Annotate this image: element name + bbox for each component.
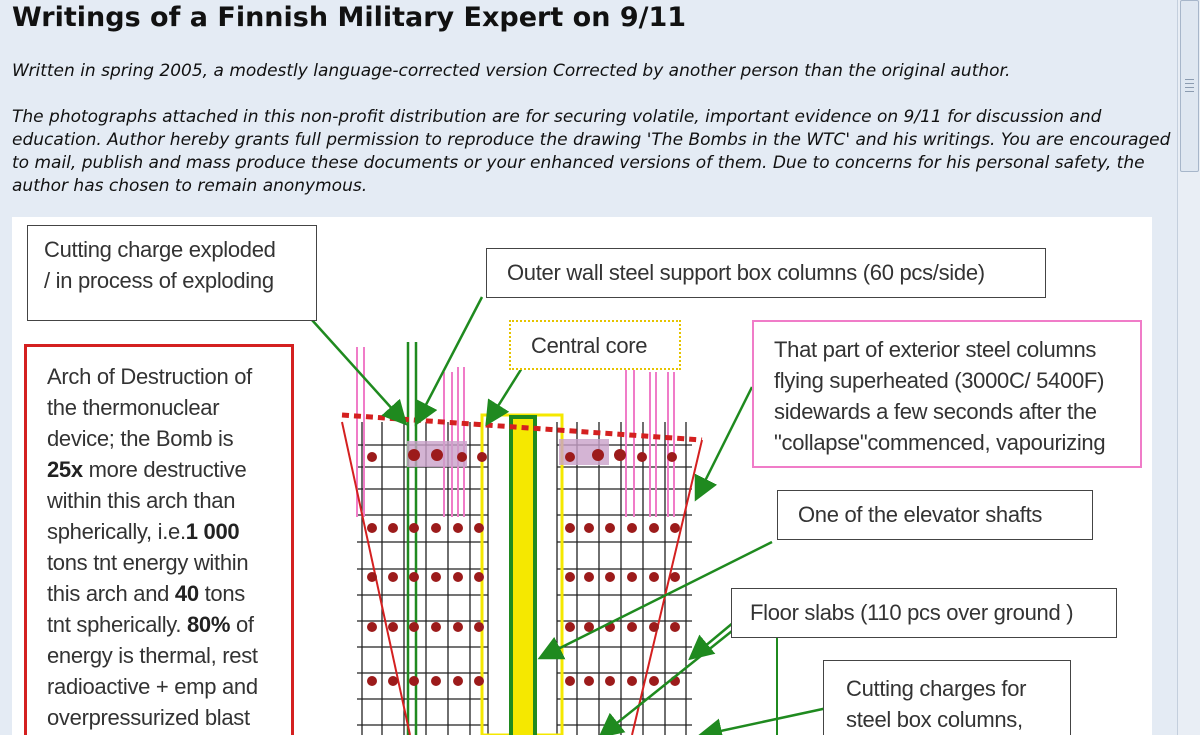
central-core-label: Central core [509, 320, 681, 370]
cutting-charges-label: Cutting charges for steel box columns, [823, 660, 1071, 735]
disclaimer-paragraph: The photographs attached in this non-profit distribution are for securing volatile, important evidence on 9/11 for discussion and education. Author hereby grants full permission to reproduce the drawing 'The Bombs in the WTC' and his writings. You are encouraged to mail, publish and mass produce these documents or your enhanced versions of them. Due to concerns for his personal safety, the author has chosen to remain anonymous. [12, 107, 1171, 196]
cutting-charge-exploded-label: Cutting charge exploded / in process of exploding [27, 225, 317, 321]
page-title: Writings of a Finnish Military Expert on 9/11 [12, 2, 687, 33]
arch-of-destruction-label: Arch of Destruction of the thermonuclear device; the Bomb is 25x more destructive within this arch than spherically, i.e.1 000 tons tnt energy within this arch and 40 tons tnt spherically. 80% of energy is thermal, rest radioactive + emp and overpressurized blast [24, 344, 294, 735]
scrollbar-thumb[interactable] [1180, 0, 1199, 172]
elevator-shafts-label: One of the elevator shafts [777, 490, 1093, 540]
green-column-lines [408, 342, 416, 735]
floor-slabs-label: Floor slabs (110 pcs over ground ) [731, 588, 1117, 638]
intro-text: Written in spring 2005, a modestly language-corrected version Corrected by another person than the original author. [12, 61, 1011, 81]
core-yellow-shaft [513, 419, 533, 735]
exterior-columns-label: That part of exterior steel columns flying superheated (3000C/ 5400F) sidewards a few seconds after the "collapse"commenced, vapourizing [752, 320, 1142, 468]
bombs-in-wtc-drawing [12, 217, 1152, 735]
outer-wall-label: Outer wall steel support box columns (60 pcs/side) [486, 248, 1046, 298]
vertical-scrollbar[interactable] [1177, 0, 1200, 735]
